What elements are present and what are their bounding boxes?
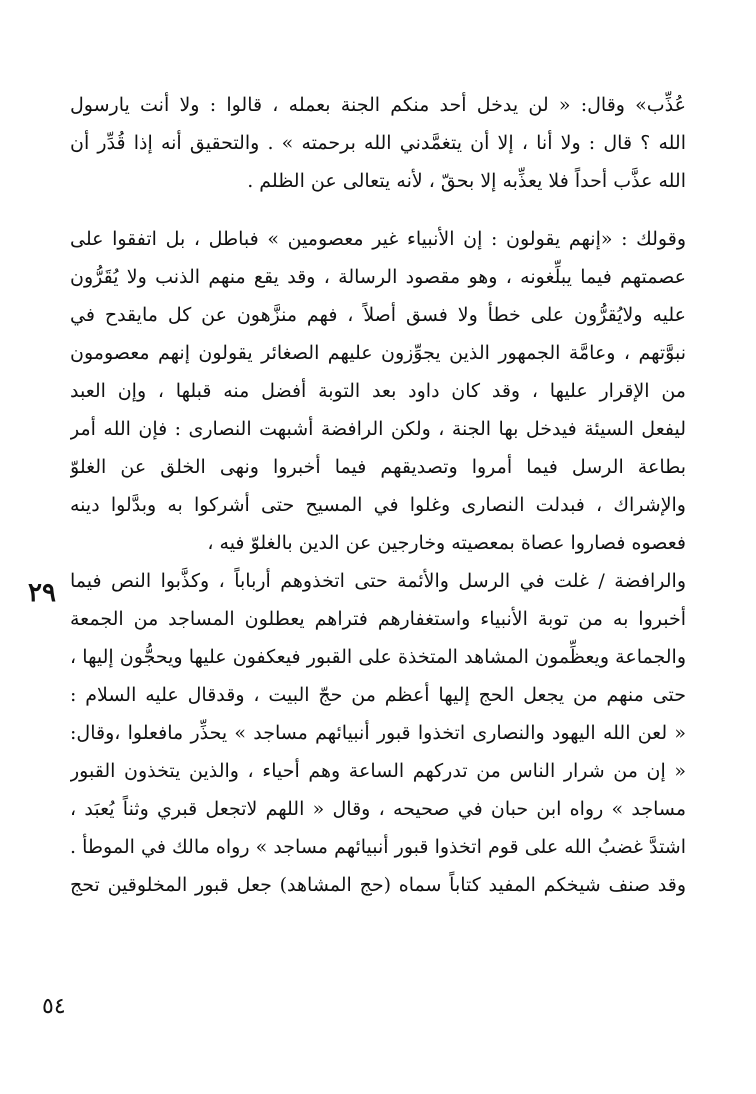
text-line: أخبروا به من توبة الأنبياء واستغفارهم فتراهم يعطلون المساجد من الجمعة	[70, 608, 686, 630]
text-line: مساجد » رواه ابن حبان في صحيحه ، وقال « اللهم لاتجعل قبري وثناً يُعبَد ،	[70, 798, 686, 820]
text-line: حتى منهم من يجعل الحج إليها أعظم من حجّ البيت ، وقدقال عليه السلام :	[70, 684, 686, 706]
paragraph-2	[70, 220, 686, 904]
text-line: نبوَّتهم ، وعامَّة الجمهور الذين يجوِّزون عليهم الصغائر يقولون إنهم معصومون	[70, 342, 686, 364]
text-line: عليه ولايُقرُّون على خطأ ولا فسق أصلاً ، فهم منزَّهون عن كل مايقدح في	[70, 304, 686, 326]
paragraph-1	[70, 86, 686, 200]
text-line: عصمتهم فيما يبلِّغونه ، وهو مقصود الرسالة ، وقد يقع منهم الذنب ولا يُقَرُّون	[70, 266, 686, 288]
text-line: وقد صنف شيخكم المفيد كتاباً سماه (حج المشاهد) جعل قبور المخلوقين تحج	[70, 874, 686, 896]
text-line: بطاعة الرسل فيما أمروا وتصديقهم فيما أخبروا ونهى الخلق عن الغلوّ	[70, 456, 686, 478]
page-number: ٥٤	[42, 994, 66, 1019]
text-line: ليفعل السيئة فيدخل بها الجنة ، ولكن الرافضة أشبهت النصارى : فإن الله أمر	[70, 418, 686, 440]
text-line: الله عذَّب أحداً فلا يعذِّبه إلا بحقّ ، لأنه يتعالى عن الظلم .	[247, 170, 686, 192]
text-line: « إن من شرار الناس من تدركهم الساعة وهم أحياء ، والذين يتخذون القبور	[70, 760, 686, 782]
text-line: من الإقرار عليها ، وقد كان داود بعد التوبة أفضل منه قبلها ، وإن العبد	[70, 380, 686, 402]
text-line: وقولك : «إنهم يقولون : إن الأنبياء غير معصومين » فباطل ، بل اتفقوا على	[70, 228, 686, 250]
text-line: والجماعة ويعظِّمون المشاهد المتخذة على القبور فيعكفون عليها ويحجُّون إليها ،	[70, 646, 686, 668]
text-line: الله ؟ قال : ولا أنا ، إلا أن يتغمَّدني الله برحمته » . والتحقيق أنه إذا قُدِّر أن	[70, 132, 686, 154]
text-line: « لعن الله اليهود والنصارى اتخذوا قبور أنبيائهم مساجد » يحذِّر مافعلوا ،وقال:	[70, 722, 686, 744]
margin-page-reference: ٢٩	[28, 578, 56, 608]
text-line: اشتدَّ غضبُ الله على قوم اتخذوا قبور أنبيائهم مساجد » رواه مالك في الموطأ .	[70, 836, 686, 858]
text-line: عُذِّب» وقال: « لن يدخل أحد منكم الجنة بعمله ، قالوا : ولا أنت يارسول	[70, 94, 686, 116]
text-line: والإشراك ، فبدلت النصارى وغلوا في المسيح حتى أشركوا به وبدَّلوا دينه	[70, 494, 686, 516]
text-line: فعصوه فصاروا عصاة بمعصيته وخارجين عن الدين بالغلوّ فيه ،	[207, 532, 686, 554]
text-line: والرافضة / غلت في الرسل والأئمة حتى اتخذوهم أرباباً ، وكذَّبوا النص فيما	[70, 570, 686, 592]
